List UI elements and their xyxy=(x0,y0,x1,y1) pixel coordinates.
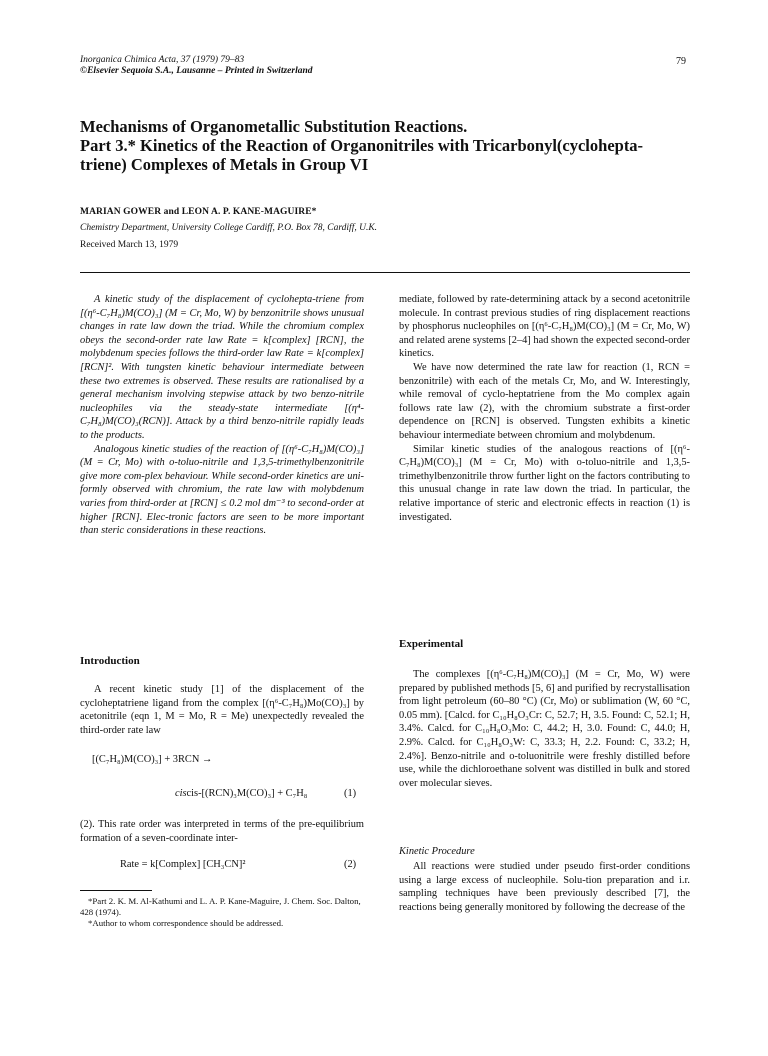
body-paragraph-1: mediate, followed by rate-determining attack by a second acetonitrile molecule. In contrast previous studies of ring displacement reactions by phosphorus nucleophiles on [(η⁶-C₇H₈)M(CO)₃] (M = Cr, Mo, W) and related arene systems [2–4] had shown the expected second-order kinetics. xyxy=(399,294,690,360)
equation-2: Rate = k[Complex] [CH₃CN]² xyxy=(120,859,246,870)
publisher-line: ©Elsevier Sequoia S.A., Lausanne – Printed in Switzerland xyxy=(80,66,313,76)
page-number: 79 xyxy=(676,56,686,67)
body-paragraph-2: We have now determined the rate law for reaction (1, RCN = benzonitrile) with each of the metals Cr, Mo, and W. Interestingly, while removal of cyclo-heptatriene from the Mo complex again follows rate law (2), with the chromium substrate a first-order dependence on [RCN] is observed. Tungsten exhibits a kinetic behaviour intermediate between chromium and molybdenum. xyxy=(399,361,690,441)
abstract-paragraph-1: A kinetic study of the displacement of cyclohepta-triene from [(η⁶-C₇H₈)M(CO)₃] (M = Cr, Mo, W) by benzonitrile shows unusual changes in rate law down the triad. While the chromium complex obeys the second-order rate law Rate = k[complex] [RCN], the molybdenum species follows the third-order law Rate = k[complex] [RCN]². With tungsten kinetic behaviour intermediate between these two extremes is observed. These results are rationalised by a general mechanism involving stepwise attack by two benzo-nitrile nucleophiles via the steady-state intermediate [(η⁴-C₇H₈)M(CO)₃(RCN)]. Attack by a third benzo-nitrile rapidly leads to the products. xyxy=(80,294,364,441)
right-column xyxy=(399,293,690,524)
received-date: Received March 13, 1979 xyxy=(80,240,179,250)
title-line-3: triene) Complexes of Metals in Group VI xyxy=(80,155,369,174)
kinetic-procedure-heading: Kinetic Procedure xyxy=(399,846,475,857)
title-line-1: Mechanisms of Organometallic Substitution Reactions. xyxy=(80,117,468,136)
abstract xyxy=(80,293,364,538)
equation-1-line-2: ciscis-[(RCN)₃M(CO)₃] + C₇H₈ xyxy=(175,788,308,799)
article-title xyxy=(80,117,700,174)
equation-1-line-1: [(C₇H₈)M(CO)₃] + 3RCN → xyxy=(92,754,213,765)
footnote-rule xyxy=(80,890,152,891)
body-paragraph-3: Similar kinetic studies of the analogous reactions of [(η⁶-C₇H₈)M(CO)₃] (M = Cr, Mo) with o-toluo-nitrile and 1,3,5-trimethylbenzonitrile throw further light on the factors contributing to this unusual change in rate law down the triad. In particular, the relative importance of steric and electronic effects in reaction (1) is investigated. xyxy=(399,443,690,523)
abstract-paragraph-2: Analogous kinetic studies of the reaction of [(η⁶-C₇H₈)M(CO)₃] (M = Cr, Mo) with o-toluo-nitrile and 1,3,5-trimethylbenzonitrile give more com-plex behaviour. While second-order kinetics are uni-formly observed with chromium, the rate law with molybdenum varies from third-order at [RCN] ≤ 0.2 mol dm⁻³ to second-order at higher [RCN]. Elec-tronic factors are seen to be more important than steric considerations in these reactions. xyxy=(80,443,364,537)
footnote-1: *Part 2. K. M. Al-Kathumi and L. A. P. Kane-Maguire, J. Chem. Soc. Dalton, 428 (1974). xyxy=(80,896,361,917)
journal-citation: Inorganica Chimica Acta, 37 (1979) 79–83 xyxy=(80,55,245,65)
footnotes xyxy=(80,896,364,929)
affiliation: Chemistry Department, University College Cardiff, P.O. Box 78, Cardiff, U.K. xyxy=(80,223,378,233)
kinetic-procedure-section xyxy=(399,860,690,914)
equation-2-number: (2) xyxy=(344,859,357,870)
body-paragraph-4: The complexes [(η⁶-C₇H₈)M(CO)₃] (M = Cr, Mo, W) were prepared by published methods [5, 6] and purified by recrystallisation from light petroleum (60–80 °C) (Cr, Mo) or sublimation (W, 60 °C, 0.05 mm). [Calcd. for C₁₀H₈O₃Cr: C, 52.7; H, 3.5. Found: C, 52.1; H, 3.4%. Calcd. for C₁₀H₈O₃Mo: C, 44.2; H, 3.0. Found: C, 44.0; H, 2.9%. Calcd. for C₁₀H₈O₃W: C, 33.3; H, 2.2. Found: C, 33.2; H, 2.4%]. Benzo-nitrile and o-toluonitrile were freshly distilled before use, while the dichloroethane solvent was distilled in bulk and stored over molecular sieves. xyxy=(399,669,690,789)
experimental-section xyxy=(399,668,690,790)
body-paragraph-5: All reactions were studied under pseudo first-order conditions using a large excess of nucleophile. Solu-tion preparation and i.r. sampling techniques have been previously described [7], the reactions being generally monitored by following the decrease of the xyxy=(399,861,690,913)
equation-1-number: (1) xyxy=(344,788,357,799)
experimental-heading: Experimental xyxy=(399,638,464,650)
title-line-2: Part 3.* Kinetics of the Reaction of Organonitriles with Tricarbonyl(cyclohepta- xyxy=(80,136,644,155)
introduction-paragraph-2: (2). This rate order was interpreted in terms of the pre-equilibrium formation of a seven-coordinate inter- xyxy=(80,819,364,844)
running-header xyxy=(80,55,313,77)
introduction-paragraph-1: A recent kinetic study [1] of the displacement of the cycloheptatriene ligand from the complex [(η⁶-C₇H₈)Mo(CO)₃] by acetonitrile (eqn 1, M = Mo, R = Me) unexpectedly revealed the third-order rate law xyxy=(80,684,364,736)
authors: MARIAN GOWER and LEON A. P. KANE-MAGUIRE* xyxy=(80,207,317,217)
header-rule xyxy=(80,272,690,273)
introduction-heading: Introduction xyxy=(80,655,140,667)
footnote-2: *Author to whom correspondence should be addressed. xyxy=(88,918,284,928)
